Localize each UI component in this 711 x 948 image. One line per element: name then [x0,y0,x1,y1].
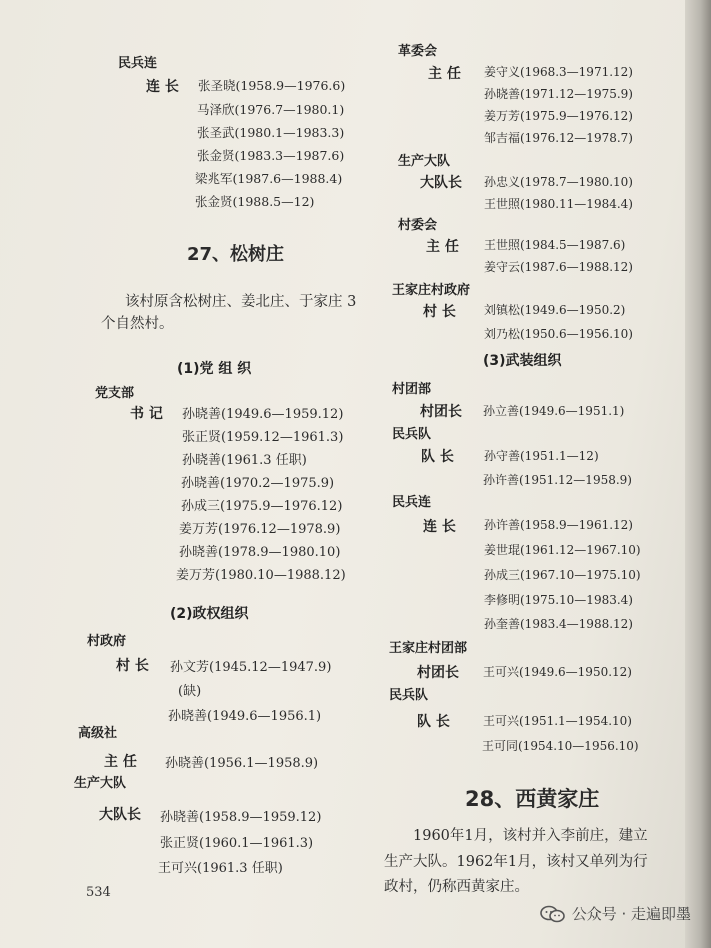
record-item: 张金贤(1988.5—12) [195,194,315,209]
record-item: 孙晓善(1949.6—1956.1) [168,709,322,724]
heading-brigade: 生产大队 [74,776,127,791]
subsection-heading: (3)武装组织 [483,353,562,369]
record-item: 王世照(1984.5—1987.6) [484,238,626,252]
record-item: 孙守善(1951.1—12) [484,449,599,463]
heading-wjz-gov: 王家庄村政府 [392,283,471,298]
record-item: 孙晓善(1956.1—1958.9) [165,756,319,771]
heading-brigade: 生产大队 [398,154,451,169]
record-item: 马泽欣(1976.7—1980.1) [197,102,345,117]
heading-militia-team: 民兵队 [392,427,432,442]
title-brigade-head: 大队长 [99,807,141,823]
wechat-icon [540,905,566,923]
record-item: 梁兆军(1987.6—1988.4) [195,171,343,186]
title-team-head: 队 长 [421,449,454,465]
record-item: 张正贤(1959.12—1961.3) [182,430,344,445]
record-item: 李修明(1975.10—1983.4) [484,593,633,607]
record-item: 孙文芳(1945.12—1947.9) [170,660,332,675]
record-item: 姜世琨(1961.12—1967.10) [484,543,641,557]
heading-party-branch: 党支部 [95,386,135,401]
record-item: 孙晓善(1978.9—1980.10) [179,545,341,560]
record-item: 孙忠义(1978.7—1980.10) [484,175,633,189]
title-village-head: 村 长 [116,658,149,674]
intro-line: 个自然村。 [101,316,174,332]
record-item: 王可兴(1951.1—1954.10) [483,714,632,728]
subsection-heading: (2)政权组织 [170,606,249,622]
watermark [540,903,691,924]
record-item: 王可兴(1961.3 任职) [158,861,283,876]
intro-line: 该村原含松树庄、姜北庄、于家庄 3 [125,294,357,310]
record-item: 孙许善(1951.12—1958.9) [483,473,632,487]
record-item: 王世照(1980.11—1984.4) [484,197,633,211]
title-rev-director: 主 任 [428,66,461,82]
record-item: 张金贤(1983.3—1987.6) [197,148,345,163]
intro-line: 1960年1月，该村并入李前庄，建立 [413,828,648,844]
record-item: 孙成三(1967.10—1975.10) [484,568,641,582]
title-vc-director: 主 任 [426,239,459,255]
watermark-text: 公众号 · 走遍即墨 [571,905,691,923]
record-item: 孙晓善(1961.3 任职) [182,453,307,468]
record-item: 孙晓善(1971.12—1975.9) [484,87,633,101]
heading-advanced-coop: 高级社 [78,726,118,741]
intro-line: 政村，仍称西黄家庄。 [384,879,529,895]
heading-militia-company: 民兵连 [118,56,158,71]
record-item: 姜万芳(1975.9—1976.12) [484,109,633,123]
heading-rev-committee: 革委会 [398,44,438,59]
record-item: 姜万芳(1980.10—1988.12) [176,568,346,583]
record-item: 孙晓善(1970.2—1975.9) [181,476,335,491]
record-item: 张正贤(1960.1—1961.3) [160,836,314,851]
record-item: 张圣晓(1958.9—1976.6) [198,78,346,93]
title-youth-head: 村团长 [420,404,462,420]
record-item: 王可兴(1949.6—1950.12) [483,665,632,679]
record-item: 孙立善(1949.6—1951.1) [483,404,625,418]
subsection-heading: (1)党 组 织 [177,361,252,377]
record-item: 姜守云(1987.6—1988.12) [484,260,633,274]
title-secretary: 书 记 [130,406,163,422]
record-item: 张圣武(1980.1—1983.3) [197,125,345,140]
title-wjz-head: 村 长 [423,304,456,320]
record-item: 姜守义(1968.3—1971.12) [484,65,633,79]
heading-militia-team: 民兵队 [389,688,429,703]
heading-youth-dept: 村团部 [392,382,432,397]
heading-militia-company: 民兵连 [392,495,432,510]
title-company-head: 连 长 [423,519,456,535]
title-company-commander: 连 长 [146,79,179,95]
heading-village-gov: 村政府 [87,634,127,649]
book-spine-shadow [685,0,711,948]
record-item: 刘乃松(1950.6—1956.10) [484,327,633,341]
record-item: 邹吉福(1976.12—1978.7) [484,131,633,145]
record-item: 孙晓善(1958.9—1959.12) [160,810,322,825]
record-item: (缺) [178,684,202,699]
record-item: 孙许善(1958.9—1961.12) [484,518,633,532]
title-wjz-youth-head: 村团长 [417,665,459,681]
section-title: 28、西黄家庄 [465,787,600,811]
record-item: 孙成三(1975.9—1976.12) [181,499,343,514]
page-number: 534 [86,885,111,900]
record-item: 王可同(1954.10—1956.10) [482,739,639,753]
record-item: 姜万芳(1976.12—1978.9) [179,522,341,537]
record-item: 孙奎善(1983.4—1988.12) [484,617,633,631]
title-brigade-head: 大队长 [420,175,462,191]
section-title: 27、松树庄 [187,244,285,265]
heading-villagers-committee: 村委会 [398,218,438,233]
title-director: 主 任 [104,754,137,770]
heading-wjz-youth: 王家庄村团部 [389,641,468,656]
intro-line: 生产大队。1962年1月，该村又单列为行 [384,854,648,870]
record-item: 孙晓善(1949.6—1959.12) [182,407,344,422]
title-wjz-team-head: 队 长 [417,714,450,730]
record-item: 刘镇松(1949.6—1950.2) [484,303,626,317]
